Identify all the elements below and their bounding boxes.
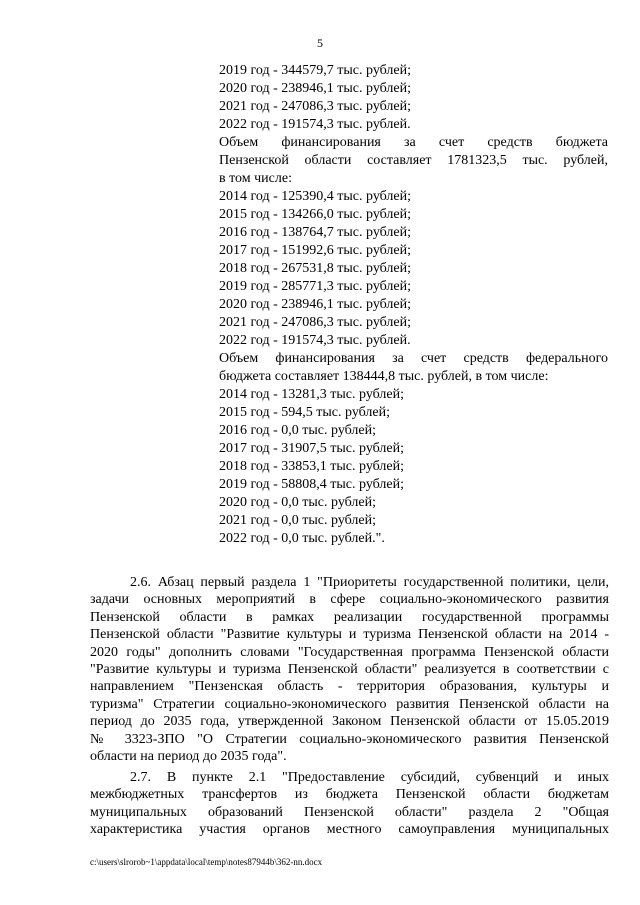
paragraph-line: муниципальных образований Пензенской области" раздела 2 "Общая bbox=[90, 804, 609, 820]
paragraph-line: 2020 годы" дополнить словами "Государственная программа Пензенской области bbox=[90, 644, 609, 660]
list-item: 2019 год - 344579,7 тыс. рублей; bbox=[219, 63, 412, 78]
paragraph-line: № 3323-ЗПО "О Стратегии социально-экономического развития Пензенской bbox=[90, 731, 609, 747]
list-item: 2021 год - 247086,3 тыс. рублей; bbox=[219, 99, 412, 114]
paragraph-line: области на период до 2035 года". bbox=[90, 748, 287, 764]
list-item: 2019 год - 58808,4 тыс. рублей; bbox=[219, 477, 405, 492]
federal-intro-line: Объем финансирования за счет средств федерального bbox=[219, 351, 608, 366]
page-number: 5 bbox=[317, 36, 323, 50]
list-item: 2016 год - 0,0 тыс. рублей; bbox=[219, 423, 377, 438]
list-item: 2022 год - 191574,3 тыс. рублей. bbox=[219, 333, 411, 348]
list-item: 2017 год - 31907,5 тыс. рублей; bbox=[219, 441, 405, 456]
list-item: 2022 год - 191574,3 тыс. рублей. bbox=[219, 117, 411, 132]
list-item: 2014 год - 125390,4 тыс. рублей; bbox=[219, 189, 412, 204]
federal-intro-line: бюджета составляет 138444,8 тыс. рублей, в том числе: bbox=[219, 369, 549, 384]
list-item: 2019 год - 285771,3 тыс. рублей; bbox=[219, 279, 412, 294]
paragraph-line: 2.7. В пункте 2.1 "Предоставление субсидий, субвенций и иных bbox=[130, 770, 609, 785]
paragraph-line: задачи основных мероприятий в сфере социально-экономического развития bbox=[90, 592, 609, 608]
list-item: 2016 год - 138764,7 тыс. рублей; bbox=[219, 225, 412, 240]
funding-block bbox=[219, 62, 608, 548]
paragraph-line: период до 2035 года, утвержденной Законом Пензенской области от 15.05.2019 bbox=[90, 714, 609, 730]
list-item: 2020 год - 238946,1 тыс. рублей; bbox=[219, 297, 412, 312]
paragraph-line: туризма" Стратегии социально-экономического развития Пензенской области на bbox=[90, 696, 609, 712]
list-item: 2021 год - 247086,3 тыс. рублей; bbox=[219, 315, 412, 330]
regional-intro-line: Объем финансирования за счет средств бюджета bbox=[219, 135, 608, 150]
paragraph-line: направлением "Пензенская область - территория образования, культуры и bbox=[90, 679, 609, 695]
list-item: 2015 год - 594,5 тыс. рублей; bbox=[219, 405, 391, 420]
list-item: 2018 год - 267531,8 тыс. рублей; bbox=[219, 261, 412, 276]
regional-intro-line: в том числе: bbox=[219, 171, 292, 186]
list-item: 2018 год - 33853,1 тыс. рублей; bbox=[219, 459, 405, 474]
footer-file-path: c:\users\slrorob~1\appdata\local\temp\notes87944b\362-nn.docx bbox=[90, 857, 323, 867]
paragraph-line: 2.6. Абзац первый раздела 1 "Приоритеты государственной политики, цели, bbox=[130, 575, 609, 590]
paragraph-line: межбюджетных трансфертов из бюджета Пензенской области бюджетам bbox=[90, 787, 609, 803]
list-item: 2015 год - 134266,0 тыс. рублей; bbox=[219, 207, 412, 222]
paragraph-line: Пензенской области "Развитие культуры и туризма Пензенской области на 2014 - bbox=[90, 627, 609, 643]
paragraph-2-6 bbox=[90, 574, 609, 765]
paragraph-line: характеристика участия органов местного самоуправления муниципальных bbox=[90, 822, 609, 838]
list-item: 2020 год - 238946,1 тыс. рублей; bbox=[219, 81, 412, 96]
list-item: 2014 год - 13281,3 тыс. рублей; bbox=[219, 387, 405, 402]
list-item: 2020 год - 0,0 тыс. рублей; bbox=[219, 495, 377, 510]
list-item: 2021 год - 0,0 тыс. рублей; bbox=[219, 513, 377, 528]
paragraph-2-7 bbox=[90, 769, 609, 839]
paragraph-line: Пензенской области в рамках реализации государственной программы bbox=[90, 609, 609, 625]
list-item: 2022 год - 0,0 тыс. рублей.". bbox=[219, 531, 385, 546]
regional-intro-line: Пензенской области составляет 1781323,5 тыс. рублей, bbox=[219, 153, 608, 168]
list-item: 2017 год - 151992,6 тыс. рублей; bbox=[219, 243, 412, 258]
paragraph-line: "Развитие культуры и туризма Пензенской области" реализуется в соответствии с bbox=[90, 661, 609, 677]
